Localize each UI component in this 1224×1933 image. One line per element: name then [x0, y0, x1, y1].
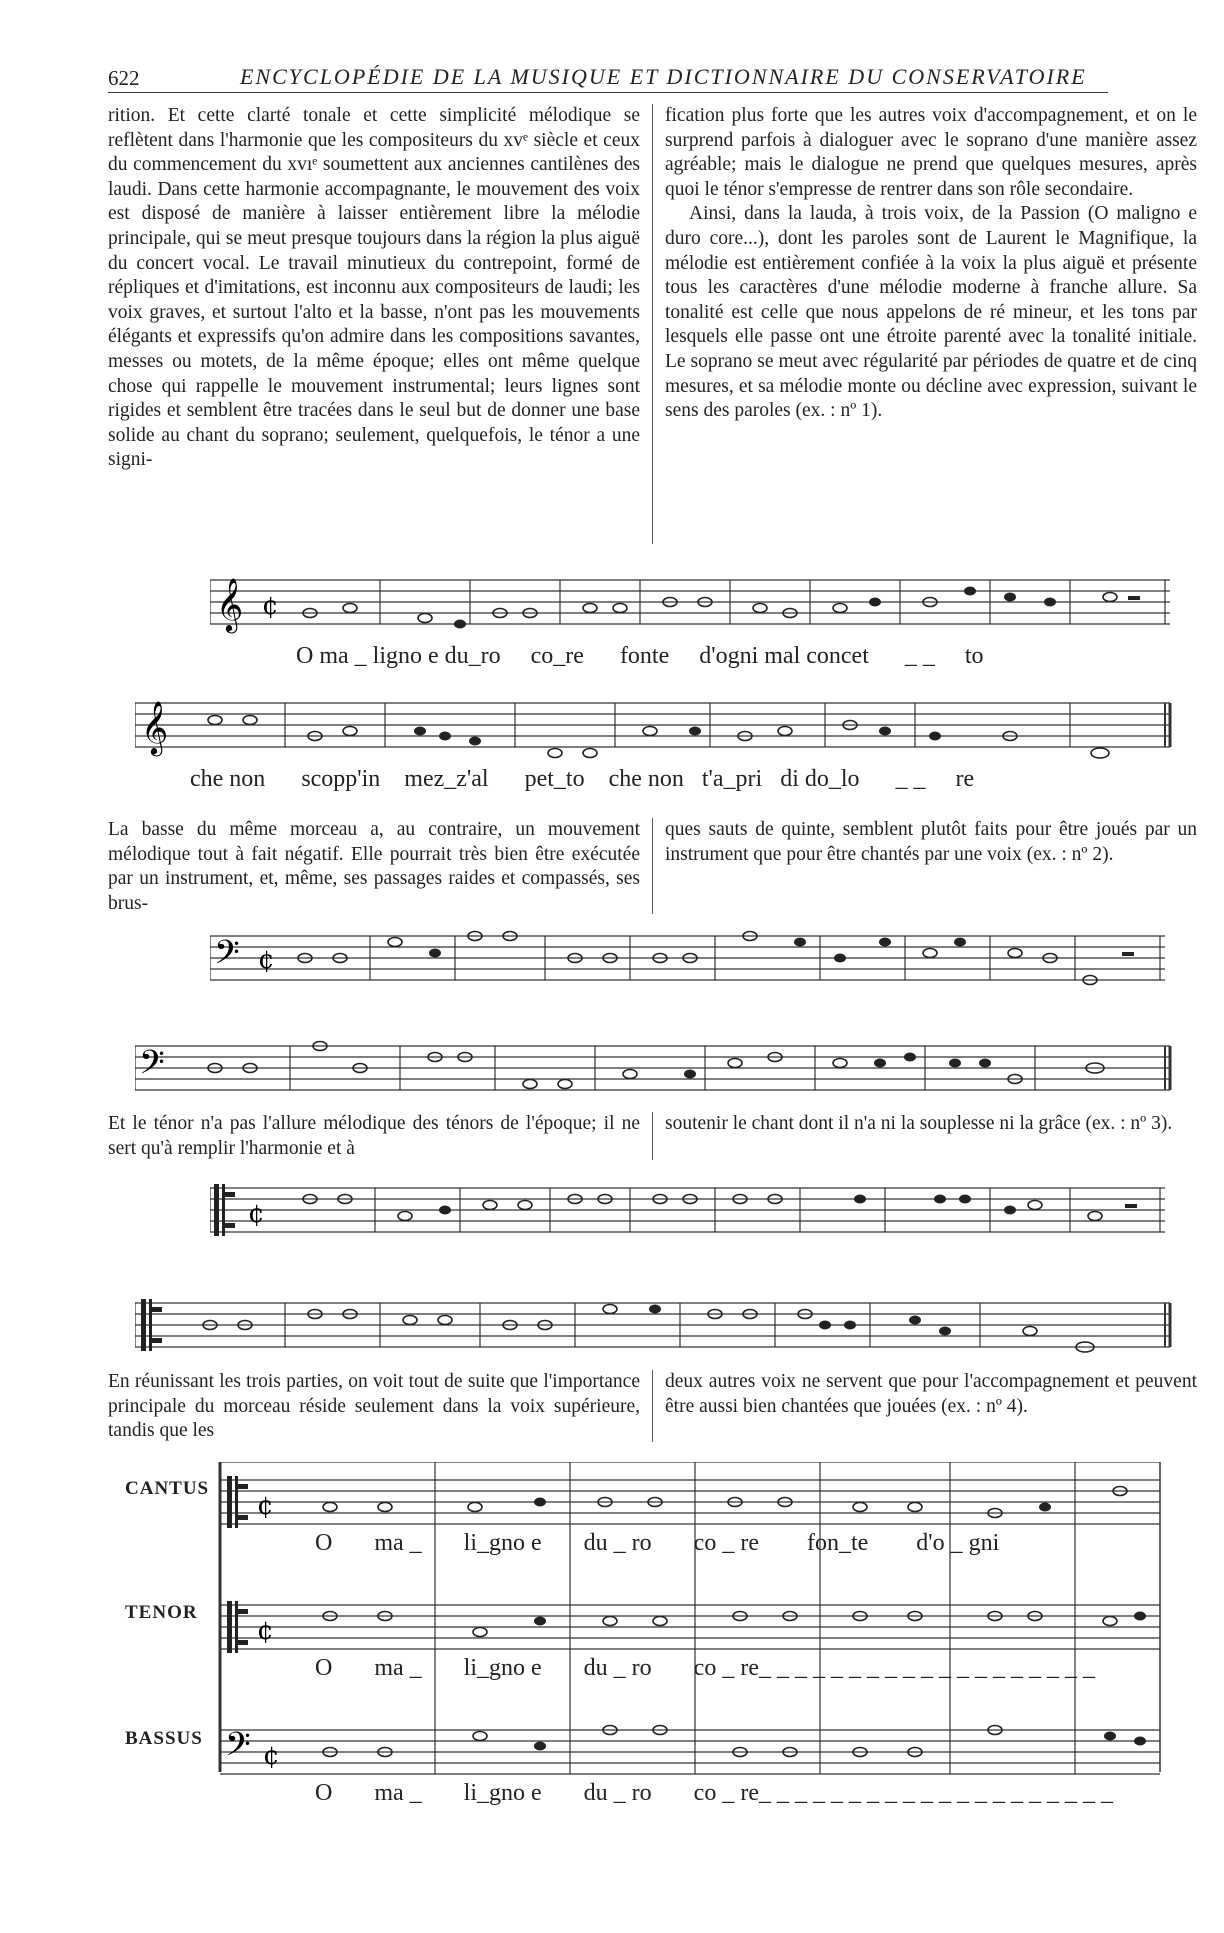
- bass-clef-icon: 𝄢: [214, 934, 240, 980]
- text-column-right-2: ques sauts de quinte, semblent plutôt faits pour être joués par un instrument que pour être chantés par une voix (ex. : nº 2).: [665, 819, 1197, 865]
- cut-time-icon: ¢: [257, 1616, 274, 1646]
- treble-clef-icon: 𝄞: [216, 577, 244, 631]
- tenor-lyrics: O ma _ li_gno e du _ ro co _ re_ _ _ _ _ _ _ _ _ _ _ _ _ _ _ _ _ _ _: [315, 1655, 1095, 1681]
- column-divider: [652, 1112, 653, 1160]
- music-staff-example3-line1: [210, 1180, 1170, 1250]
- lyrics-line-2: che non scopp'in mez_z'al pet_to che non t'a_pri di do_lo _ _ re: [190, 766, 975, 792]
- treble-clef-icon: 𝄞: [141, 700, 169, 754]
- cut-time-icon: ¢: [263, 1741, 280, 1771]
- bassus-lyrics: O ma _ li_gno e du _ ro co _ re_ _ _ _ _ _ _ _ _ _ _ _ _ _ _ _ _ _ _ _: [315, 1780, 1113, 1806]
- column-divider: [652, 1370, 653, 1442]
- text-column-right-3: soutenir le chant dont il n'a ni la souplesse ni la grâce (ex. : nº 3).: [665, 1113, 1173, 1134]
- part-label-cantus: CANTUS: [125, 1478, 210, 1499]
- paragraph: Ainsi, dans la lauda, à trois voix, de la Passion (O maligno e duro core...), dont les paroles sont de Laurent le Magnifique, la mélodie est entièrement confiée à la voix la plus aiguë et présente tous les caractères d'une mélodie moderne à franche allure. Sa tonalité est celle que nous appelons de ré mineur, et les tons par lesquels elle passe ont une étroite parenté avec la tonalité initiale. Le soprano se meut avec régularité par périodes de quatre et de cinq mesures, et sa mélodie monte ou décline avec expression, suivant le sens des paroles (ex. : nº 1).: [665, 203, 1197, 422]
- text-column-left-1: rition. Et cette clarté tonale et cette simplicité mélodique se reflètent dans l'harmonie que les compositeurs du xvᵉ siècle et ceux du commencement du xvıᵉ soumettent aux anciennes cantilènes des laudi. Dans cette harmonie accompagnante, le mouvement des voix est disposé de manière à laisser entièrement libre la mélodie principale, qui se meut presque toujours dans la région la plus aiguë du concert vocal. Le travail minutieux du contrepoint, formé de répliques et d'imitations, est inconnu aux compositeurs de laudi; les voix graves, et surtout l'alto et la basse, n'ont pas les mouvements élégants et expressifs qu'on admire dans les compositions savantes, messes ou motets, de la même époque; elles ont même quelque chose qui rappelle le mouvement instrumental; leurs lignes sont rigides et semblent être tracées dans le seul but de donner une base solide au chant du soprano; seulement, quelquefois, le ténor a une signi-: [108, 105, 640, 471]
- music-staff-example1-line2: [135, 695, 1175, 765]
- text-column-left-3: Et le ténor n'a pas l'allure mélodique des ténors de l'époque; il ne sert qu'à remplir l'harmonie et à: [108, 1113, 640, 1159]
- running-title: ENCYCLOPÉDIE DE LA MUSIQUE ET DICTIONNAIRE DU CONSERVATOIRE: [240, 64, 1087, 89]
- cut-time-icon: ¢: [258, 945, 275, 975]
- paragraph: fication plus forte que les autres voix d'accompagnement, et on le surprend parfois à dialoguer avec le soprano d'une manière assez agréable; mais le dialogue ne prend que quelques mesures, après quoi le ténor s'empresse de rentrer dans son rôle secondaire.: [665, 105, 1197, 200]
- text-column-right-4: deux autres voix ne servent que pour l'accompagnement et peuvent être aussi bien chantées que jouées (ex. : nº 4).: [665, 1371, 1197, 1417]
- cantus-lyrics: O ma _ li_gno e du _ ro co _ re fon_te d'o _ gni: [315, 1530, 1000, 1556]
- lyrics-line-1: O ma _ ligno e du_ro co_re fonte d'ogni mal concet _ _ to: [296, 643, 984, 669]
- page-number: 622: [108, 66, 140, 90]
- cut-time-icon: ¢: [257, 1491, 274, 1521]
- text-column-right-1: [665, 104, 1197, 424]
- column-divider: [652, 818, 653, 914]
- music-score-example4: [215, 1462, 1165, 1802]
- text-column-left-4: En réunissant les trois parties, on voit tout de suite que l'importance principale du morceau réside seulement dans la voix supérieure, tandis que les: [108, 1371, 640, 1442]
- music-staff-example2-line1: [210, 928, 1170, 1018]
- music-staff-example1-line1: [210, 572, 1170, 642]
- text-column-left-2: La basse du même morceau a, au contraire, un mouvement mélodique tout à fait négatif. Elle pourrait très bien être exécutée par un instrument, et, même, ses passages raides et compassés, ses brus-: [108, 819, 640, 914]
- page-header: [108, 62, 1108, 93]
- bass-clef-icon: 𝄢: [139, 1044, 165, 1090]
- cut-time-icon: ¢: [262, 591, 279, 621]
- music-staff-example2-line2: [135, 1038, 1175, 1118]
- bass-clef-icon: 𝄢: [225, 1726, 251, 1772]
- column-divider: [652, 104, 653, 544]
- music-staff-example3-line2: [135, 1295, 1175, 1370]
- part-label-bassus: BASSUS: [125, 1728, 203, 1749]
- cut-time-icon: ¢: [248, 1199, 265, 1229]
- part-label-tenor: TENOR: [125, 1602, 198, 1623]
